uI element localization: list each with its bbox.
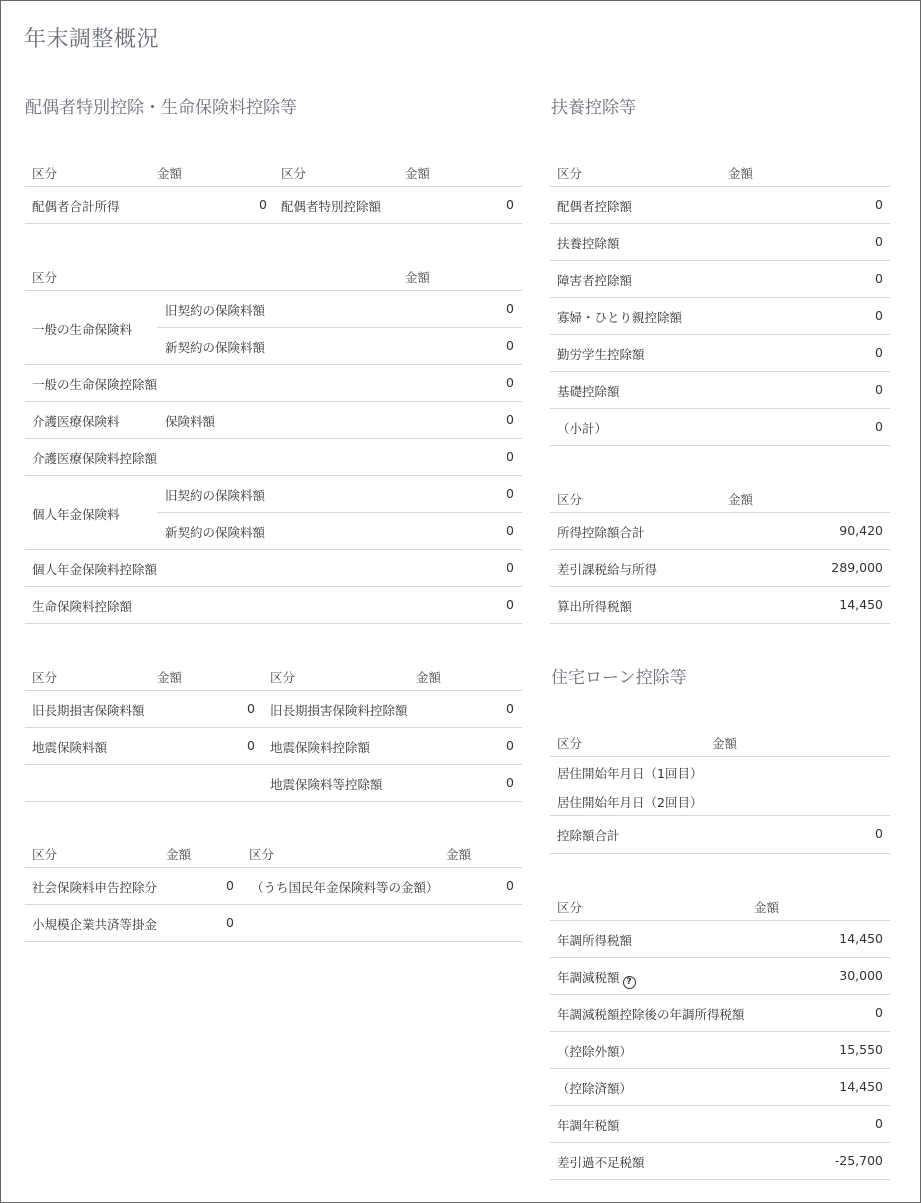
row-label-text: 障害者控除額 — [557, 273, 633, 288]
housing-deduction-total-label: 控除額合計 — [557, 828, 620, 843]
pension-group-label: 個人年金保険料 — [32, 507, 120, 522]
row-label — [557, 419, 607, 437]
table-row — [550, 1106, 890, 1143]
general-old-contract-value: 0 — [506, 301, 514, 316]
row-label-text: 寡婦・ひとり親控除額 — [557, 310, 683, 325]
row-label-text: 算出所得税額 — [557, 599, 633, 614]
col-header-amount: 金額 — [157, 670, 183, 685]
income-table — [550, 486, 890, 624]
col-header-category: 区分 — [32, 847, 58, 862]
col-header-amount: 金額 — [166, 847, 192, 862]
spouse-table — [25, 160, 522, 224]
general-new-contract-value: 0 — [506, 338, 514, 353]
table-row — [550, 409, 890, 446]
housing-deduction-total-value: 0 — [875, 826, 883, 841]
row-value: 0 — [875, 271, 883, 286]
col-header-category: 区分 — [249, 847, 275, 862]
general-life-group-label: 一般の生命保険料 — [32, 322, 133, 337]
spouse-special-deduction-value: 0 — [506, 197, 514, 212]
row-value: -25,700 — [834, 1153, 883, 1168]
general-life-group — [25, 291, 522, 365]
row-label-text: 基礎控除額 — [557, 384, 620, 399]
general-new-contract-label: 新契約の保険料額 — [165, 340, 266, 355]
row-label — [557, 234, 620, 252]
housing-loan-table — [550, 730, 890, 854]
col-header-amount: 金額 — [416, 670, 442, 685]
earthquake-premium-label: 地震保険料額 — [32, 740, 108, 755]
social-insurance-value: 0 — [226, 878, 234, 893]
pension-old-contract-label: 旧契約の保険料額 — [165, 488, 266, 503]
table-row — [550, 550, 890, 587]
row-label-text: 所得控除額合計 — [557, 525, 645, 540]
table-row — [25, 186, 522, 224]
life-deduction-label: 生命保険料控除額 — [32, 599, 133, 614]
col-header-category: 区分 — [270, 670, 296, 685]
row-value: 30,000 — [839, 968, 883, 983]
col-header-category: 区分 — [557, 736, 583, 751]
old-long-term-damage-deduction-label: 旧長期損害保険料控除額 — [270, 703, 408, 718]
row-label — [557, 1079, 632, 1097]
row-value: 90,420 — [839, 523, 883, 538]
general-life-deduction-label: 一般の生命保険控除額 — [32, 377, 158, 392]
col-header-category: 区分 — [557, 492, 583, 507]
pension-deduction-value: 0 — [506, 560, 514, 575]
row-label — [557, 271, 632, 289]
table-row — [550, 513, 890, 550]
row-label — [557, 1042, 632, 1060]
pension-deduction-label: 個人年金保険料控除額 — [32, 562, 158, 577]
row-label-text: 年調減税額控除後の年調所得税額 — [557, 1007, 745, 1022]
table-row — [550, 1032, 890, 1069]
row-label — [557, 197, 632, 215]
table-row — [550, 187, 890, 224]
earthquake-total-deduction-label: 地震保険料等控除額 — [270, 777, 383, 792]
row-label-text: 年調減税額 — [557, 970, 620, 985]
col-header-amount: 金額 — [712, 736, 738, 751]
table-row — [550, 1143, 890, 1180]
residence-start-1-label: 居住開始年月日（1回目） — [557, 766, 703, 781]
row-label — [557, 345, 645, 363]
table-row — [25, 439, 522, 476]
row-value: 15,550 — [839, 1042, 883, 1057]
row-value: 289,000 — [831, 560, 883, 575]
table-row — [25, 868, 522, 905]
table-row — [550, 921, 890, 958]
table-row — [25, 550, 522, 587]
col-header-amount: 金額 — [728, 492, 754, 507]
old-long-term-damage-deduction-value: 0 — [506, 701, 514, 716]
medical-deduction-label: 介護医療保険料控除額 — [32, 451, 158, 466]
row-value: 0 — [875, 308, 883, 323]
small-business-mutual-label: 小規模企業共済等掛金 — [32, 917, 158, 932]
row-label-text: 配偶者控除額 — [557, 199, 633, 214]
help-icon[interactable]: ? — [623, 976, 636, 989]
earthquake-premium-value: 0 — [247, 738, 255, 753]
table-row — [25, 691, 522, 728]
col-header-category: 区分 — [32, 166, 58, 181]
row-value: 0 — [875, 1116, 883, 1131]
table-row — [550, 757, 890, 816]
social-insurance-table — [25, 841, 522, 942]
row-label — [557, 931, 632, 949]
row-label-text: 差引課税給与所得 — [557, 562, 658, 577]
row-value: 0 — [875, 382, 883, 397]
life-deduction-value: 0 — [506, 597, 514, 612]
row-value: 0 — [875, 1005, 883, 1020]
col-header-amount: 金額 — [157, 166, 183, 181]
life-insurance-table — [25, 264, 522, 624]
row-label — [557, 382, 620, 400]
damage-insurance-table — [25, 664, 522, 802]
table-row — [550, 261, 890, 298]
general-old-contract-label: 旧契約の保険料額 — [165, 303, 266, 318]
row-label — [557, 523, 645, 541]
col-header-category: 区分 — [281, 166, 307, 181]
col-header-amount: 金額 — [754, 900, 780, 915]
medical-group-label: 介護医療保険料 — [32, 414, 120, 429]
col-header-amount: 金額 — [728, 166, 754, 181]
row-label — [557, 1116, 620, 1134]
table-row — [550, 372, 890, 409]
medical-premium-label: 保険料額 — [165, 414, 216, 429]
spouse-income-label: 配偶者合計所得 — [32, 199, 120, 214]
row-label — [557, 597, 632, 615]
social-insurance-label: 社会保険料申告控除分 — [32, 880, 158, 895]
earthquake-deduction-value: 0 — [506, 738, 514, 753]
row-value: 0 — [875, 345, 883, 360]
page-title: 年末調整概況 — [24, 27, 160, 52]
table-row — [550, 816, 890, 854]
residence-start-2-label: 居住開始年月日（2回目） — [557, 795, 703, 810]
row-label-text: 勤労学生控除額 — [557, 347, 645, 362]
row-label-text: 年調年税額 — [557, 1118, 620, 1133]
row-value: 14,450 — [839, 1079, 883, 1094]
dependents-table — [550, 160, 890, 446]
row-value: 0 — [875, 234, 883, 249]
pension-new-contract-label: 新契約の保険料額 — [165, 525, 266, 540]
table-row — [25, 905, 522, 942]
table-row — [550, 1069, 890, 1106]
row-label-text: 差引過不足税額 — [557, 1155, 645, 1170]
table-row — [550, 958, 890, 995]
earthquake-total-deduction-value: 0 — [506, 775, 514, 790]
section-title-housing-loan: 住宅ローン控除等 — [551, 668, 687, 688]
row-label — [557, 308, 682, 326]
section-title-dependents: 扶養控除等 — [551, 98, 636, 118]
old-long-term-damage-premium-label: 旧長期損害保険料額 — [32, 703, 145, 718]
table-row — [25, 365, 522, 402]
table-row — [25, 402, 522, 439]
row-label-text: （小計） — [557, 421, 608, 436]
row-label-text: 扶養控除額 — [557, 236, 620, 251]
row-label — [557, 1153, 645, 1171]
general-life-deduction-value: 0 — [506, 375, 514, 390]
col-header-amount: 金額 — [405, 270, 431, 285]
col-header-amount: 金額 — [405, 166, 431, 181]
table-row — [25, 728, 522, 765]
spouse-special-deduction-label: 配偶者特別控除額 — [281, 199, 382, 214]
table-row — [550, 335, 890, 372]
small-business-mutual-value: 0 — [226, 915, 234, 930]
col-header-category: 区分 — [557, 900, 583, 915]
table-row — [25, 765, 522, 802]
table-row — [25, 587, 522, 624]
old-long-term-damage-premium-value: 0 — [247, 701, 255, 716]
row-label-text: （控除済額） — [557, 1081, 633, 1096]
col-header-amount: 金額 — [446, 847, 472, 862]
col-header-category: 区分 — [557, 166, 583, 181]
pension-group — [25, 476, 522, 550]
earthquake-deduction-label: 地震保険料控除額 — [270, 740, 371, 755]
row-label-text: （控除外額） — [557, 1044, 633, 1059]
row-label — [557, 560, 657, 578]
row-value: 14,450 — [839, 597, 883, 612]
row-value: 0 — [875, 419, 883, 434]
pension-old-contract-value: 0 — [506, 486, 514, 501]
row-value: 14,450 — [839, 931, 883, 946]
pension-new-contract-value: 0 — [506, 523, 514, 538]
medical-deduction-value: 0 — [506, 449, 514, 464]
row-label-text: 年調所得税額 — [557, 933, 633, 948]
table-row — [550, 298, 890, 335]
medical-premium-value: 0 — [506, 412, 514, 427]
section-title-spouse-life: 配偶者特別控除・生命保険料控除等 — [25, 98, 297, 118]
table-row — [550, 995, 890, 1032]
national-pension-value: 0 — [506, 878, 514, 893]
table-row — [550, 224, 890, 261]
tax-table — [550, 894, 890, 1180]
national-pension-label: （うち国民年金保険料等の金額） — [251, 880, 439, 895]
col-header-category: 区分 — [32, 670, 58, 685]
spouse-income-value: 0 — [259, 197, 267, 212]
table-row — [550, 587, 890, 624]
row-label — [557, 1005, 745, 1023]
col-header-category: 区分 — [32, 270, 58, 285]
row-label — [557, 968, 636, 989]
row-value: 0 — [875, 197, 883, 212]
